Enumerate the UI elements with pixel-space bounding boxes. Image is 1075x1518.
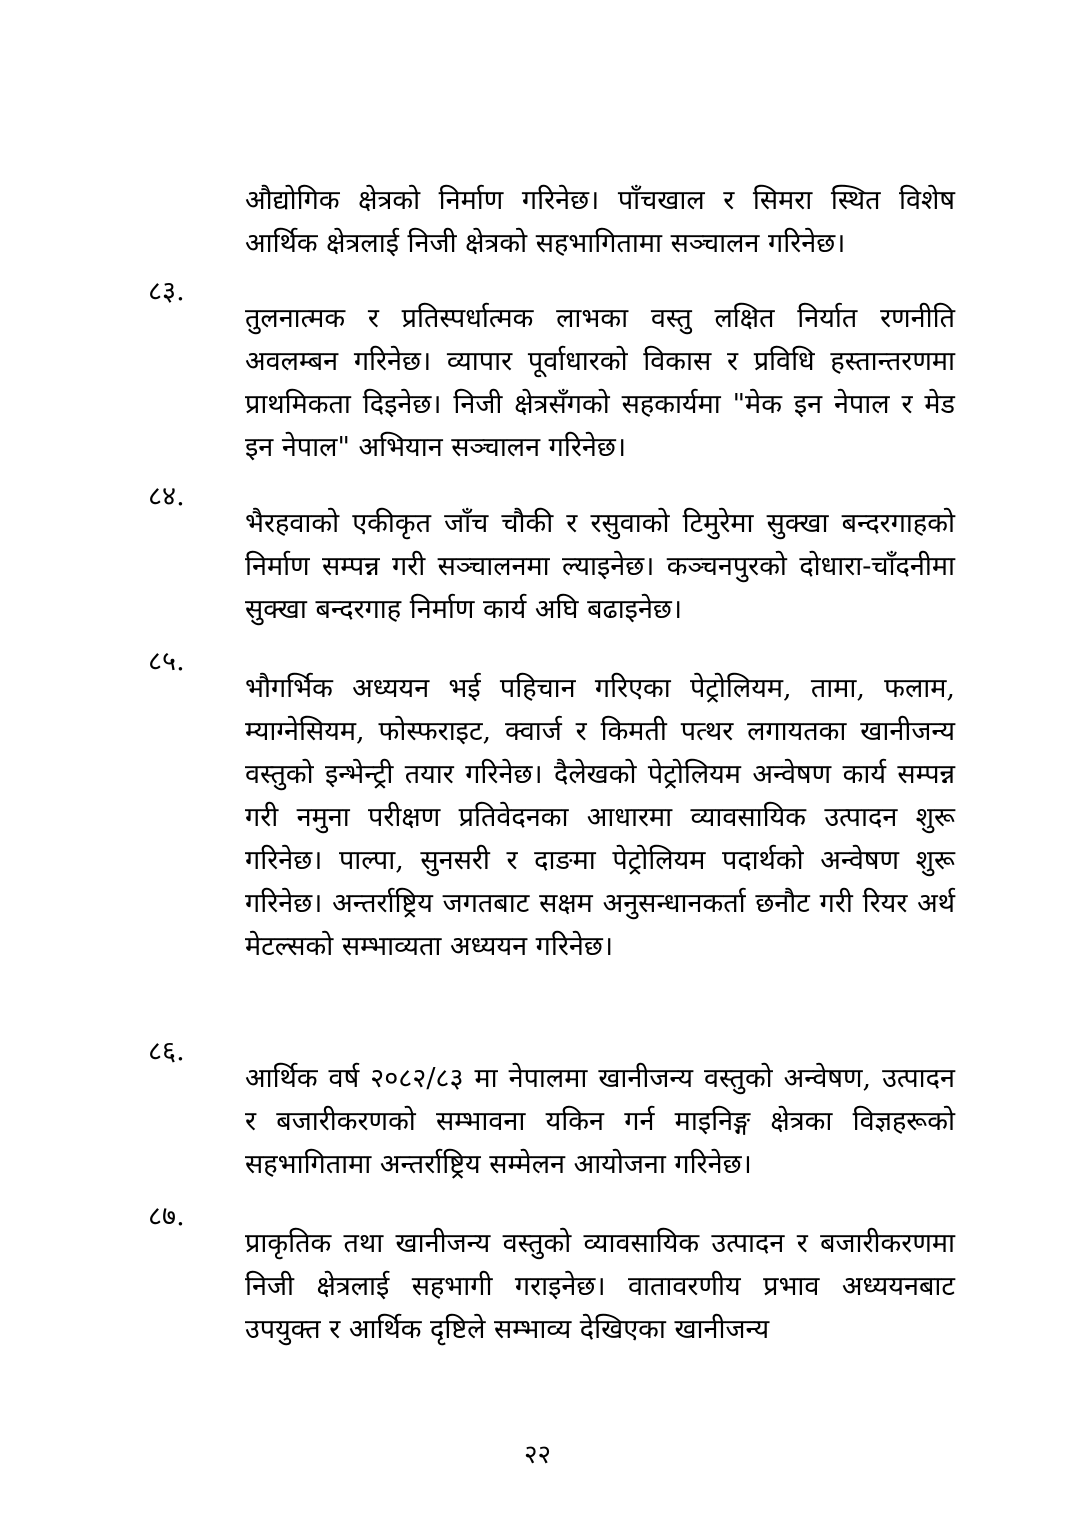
paragraph-number: ८७. (148, 1201, 185, 1232)
paragraph-number: ८३. (148, 276, 185, 307)
paragraph-number: ८४. (148, 481, 185, 512)
paragraph-text: भौगर्भिक अध्ययन भई पहिचान गरिएका पेट्रोलियम, तामा, फलाम, म्याग्नेसियम, फोस्फराइट, क्वार्ज र किमती पत्थर लगायतका खानीजन्य वस्तुको इन्भेन्ट्री तयार गरिनेछ। दैलेखको पेट्रोलियम अन्वेषण कार्य सम्पन्न गरी नमुना परीक्षण प्रतिवेदनका आधारमा व्यावसायिक उत्पादन शुरू गरिनेछ। पाल्पा, सुनसरी र दाङमा पेट्रोलियम पदार्थको अन्वेषण शुरू गरिनेछ। अन्तर्राष्ट्रिय जगतबाट सक्षम अनुसन्धानकर्ता छनौट गरी रियर अर्थ मेटल्सको सम्भाव्यता अध्ययन गरिनेछ। (245, 673, 955, 962)
paragraph-text: तुलनात्मक र प्रतिस्पर्धात्मक लाभका वस्तु लक्षित निर्यात रणनीति अवलम्बन गरिनेछ। व्यापार पूर्वाधारको विकास र प्रविधि हस्तान्तरणमा प्राथमिकता दिइनेछ। निजी क्षेत्रसँगको सहकार्यमा "मेक इन नेपाल र मेड इन नेपाल" अभियान सञ्चालन गरिनेछ। (245, 303, 955, 463)
paragraph-number: ८६. (148, 1036, 185, 1067)
intro-paragraph: औद्योगिक क्षेत्रको निर्माण गरिनेछ। पाँचखाल र सिमरा स्थित विशेष आर्थिक क्षेत्रलाई निजी क्षेत्रको सहभागितामा सञ्चालन गरिनेछ। (245, 185, 955, 259)
paragraph-number: ८५. (148, 646, 185, 677)
page-number: २२ (523, 1440, 552, 1470)
paragraph-text: भैरहवाको एकीकृत जाँच चौकी र रसुवाको टिमुरेमा सुक्खा बन्दरगाहको निर्माण सम्पन्न गरी सञ्चालनमा ल्याइनेछ। कञ्चनपुरको दोधारा-चाँदनीमा सुक्खा बन्दरगाह निर्माण कार्य अघि बढाइनेछ। (245, 508, 955, 625)
paragraph-text: प्राकृतिक तथा खानीजन्य वस्तुको व्यावसायिक उत्पादन र बजारीकरणमा निजी क्षेत्रलाई सहभागी गराइनेछ। वातावरणीय प्रभाव अध्ययनबाट उपयुक्त र आर्थिक दृष्टिले सम्भाव्य देखिएका खानीजन्य (245, 1228, 955, 1345)
paragraph-text: आर्थिक वर्ष २०८२/८३ मा नेपालमा खानीजन्य वस्तुको अन्वेषण, उत्पादन र बजारीकरणको सम्भावना यकिन गर्न माइनिङ्ग क्षेत्रका विज्ञहरूको सहभागितामा अन्तर्राष्ट्रिय सम्मेलन आयोजना गरिनेछ। (245, 1063, 955, 1180)
